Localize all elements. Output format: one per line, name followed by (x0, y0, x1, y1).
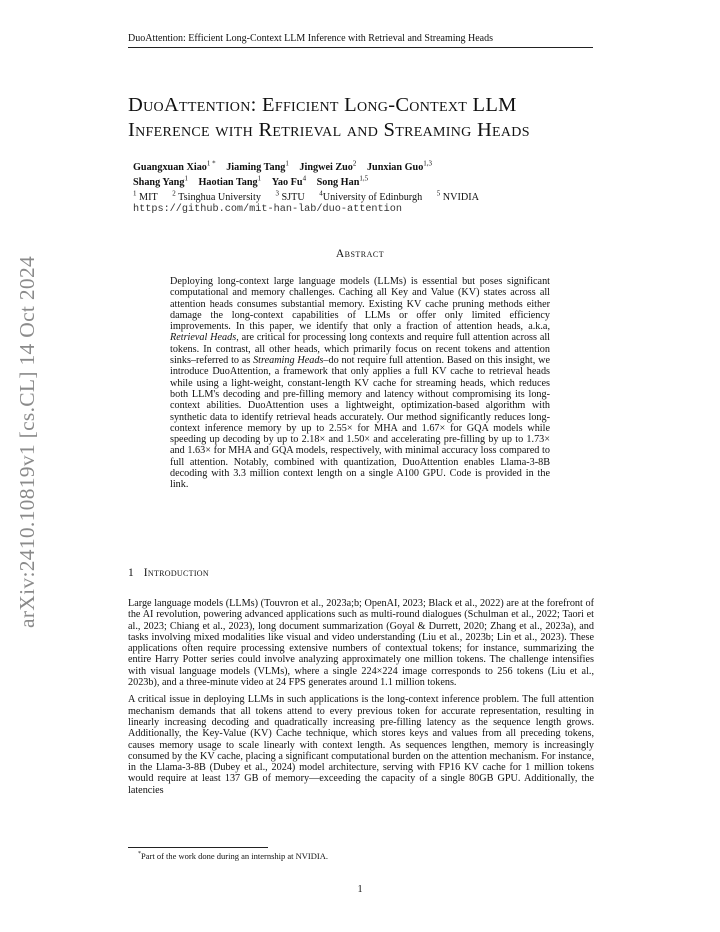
paragraph: A critical issue in deploying LLMs in such applications is the long-context inference problem. The full attention mechanism demands that all tokens attend to every previous token for accurate representation, resulting in linearly increasing decoding and quadratically increasing pre-filling latency as the sequence length grows. Additionally, the Key-Value (KV) Cache technique, which stores keys and values from all preceding tokens, causes memory usage to scale linearly with context length. As sequences lengthen, memory is increasingly consumed by the KV cache, placing a significant computational burden on the attention mechanism. For instance, in the Llama-3-8B (Dubey et al., 2024) model architecture, serving with FP16 KV cache for 1 million tokens would require at least 137 GB of memory—exceeding the capacity of a single 80GB GPU. Additionally, the latencies (128, 694, 594, 796)
footnote-divider (128, 847, 268, 848)
author-block (133, 159, 603, 215)
footnote (138, 851, 328, 861)
abstract-text: –do not require full attention. Based on this insight, we introduce DuoAttention, a framework that only applies a full KV cache to retrieval heads while using a light-weight, constant-length KV cache for streaming heads, which reduces both LLM's decoding and pre-filling memory and latency without compromising its long-context abilities. DuoAttention uses a lightweight, optimization-based algorithm with synthetic data to identify retrieval heads accurately. Our method significantly reduces long-context inference memory by up to 2.55× for MHA and 1.67× for GQA models while speeding up decoding by up to 2.18× and 1.50× and accelerating pre-filling by up to 1.73× and 1.63× for MHA and GQA models, respectively, with minimal accuracy loss compared to full attention. Notably, combined with quantization, DuoAttention enables Llama-3-8B decoding with 3.3 million context length on a single A100 GPU. Code is provided in the link. (170, 355, 550, 491)
abstract-emphasis-streaming-heads: Streaming Heads (253, 355, 324, 367)
section-title: Introduction (143, 567, 209, 579)
introduction-body (128, 598, 594, 802)
section-heading-introduction (128, 567, 209, 579)
affiliation: $^4$University of Edinburgh (319, 189, 423, 204)
footnote-text: Part of the work done during an internship at NVIDIA. (141, 851, 328, 861)
author-names-line-2 (133, 174, 603, 189)
author-name: Junxian Guo$^{1,3}$ (366, 160, 433, 174)
author-name: Song Han$^{1,5}$ (316, 174, 369, 189)
affiliation: $^5$ NVIDIA (436, 189, 480, 204)
abstract-body (170, 276, 550, 491)
abstract-text: , are critical for processing long contexts and require full attention across all tokens. In contrast, all other heads, which primarily focus on recent tokens and attention sinks–referred to as (170, 332, 551, 367)
code-repository-link[interactable]: https://github.com/mit-han-lab/duo-attention (133, 203, 402, 215)
footnote-mark: * (138, 851, 141, 858)
author-names-line-1 (133, 159, 603, 174)
affiliation: $^2$ Tsinghua University (172, 189, 261, 204)
title-line-2: Inference with Retrieval and Streaming Heads (128, 119, 530, 141)
paper-title (128, 93, 628, 143)
section-number: 1 (128, 567, 134, 579)
author-name: Jiaming Tang$^1$ (226, 160, 289, 174)
author-name: Jingwei Zuo$^2$ (299, 160, 357, 174)
affiliations (133, 189, 603, 204)
affiliation: $^1$ MIT (133, 189, 158, 204)
abstract-text: Deploying long-context large language models (LLMs) is essential but poses significant computational and memory challenges. Caching all Key and Value (KV) states across all attention heads consumes substantial memory. Existing KV cache pruning methods either damage the long-context capabilities of LLMs or offer only limited efficiency improvements. In this paper, we identify that only a fraction of attention heads, a.k.a, (170, 276, 550, 333)
author-name: Haotian Tang$^1$ (198, 174, 262, 189)
running-head: DuoAttention: Efficient Long-Context LLM Inference with Retrieval and Streaming Heads (128, 33, 593, 48)
author-name: Guangxuan Xiao$^{1 *}$ (133, 160, 216, 174)
abstract-emphasis-retrieval-heads: Retrieval Heads (170, 332, 237, 344)
paragraph: Large language models (LLMs) (Touvron et al., 2023a;b; OpenAI, 2023; Black et al., 2022) are at the forefront of the AI revolution, powering advanced applications such as multi-round dialogues (Schulman et al., 2022; Taori et al., 2023; Chiang et al., 2023), long document summarization (Goyal & Durrett, 2020; Zhang et al., 2023a), and tasks involving mixed modalities like visual and video understanding (Liu et al., 2023b; Lin et al., 2023). These applications often require processing extensive numbers of contextual tokens; for instance, summarizing the entire Harry Potter series could involve analyzing approximately one million tokens. The challenge intensifies with visual language models (VLMs), where a single 224×224 image corresponds to 256 tokens (Liu et al., 2023b), and a three-minute video at 24 FPS generates around 1.1 million tokens. (128, 598, 594, 689)
page-number: 1 (357, 884, 363, 895)
affiliation: $^3$ SJTU (275, 189, 305, 204)
arxiv-identifier-stamp: arXiv:2410.10819v1 [cs.CL] 14 Oct 2024 (15, 255, 39, 628)
abstract-heading: Abstract (335, 248, 385, 260)
title-line-1: DuoAttention: Efficient Long-Context LLM (128, 94, 517, 116)
author-name: Shang Yang$^1$ (133, 174, 188, 189)
author-name: Yao Fu$^4$ (271, 174, 307, 189)
